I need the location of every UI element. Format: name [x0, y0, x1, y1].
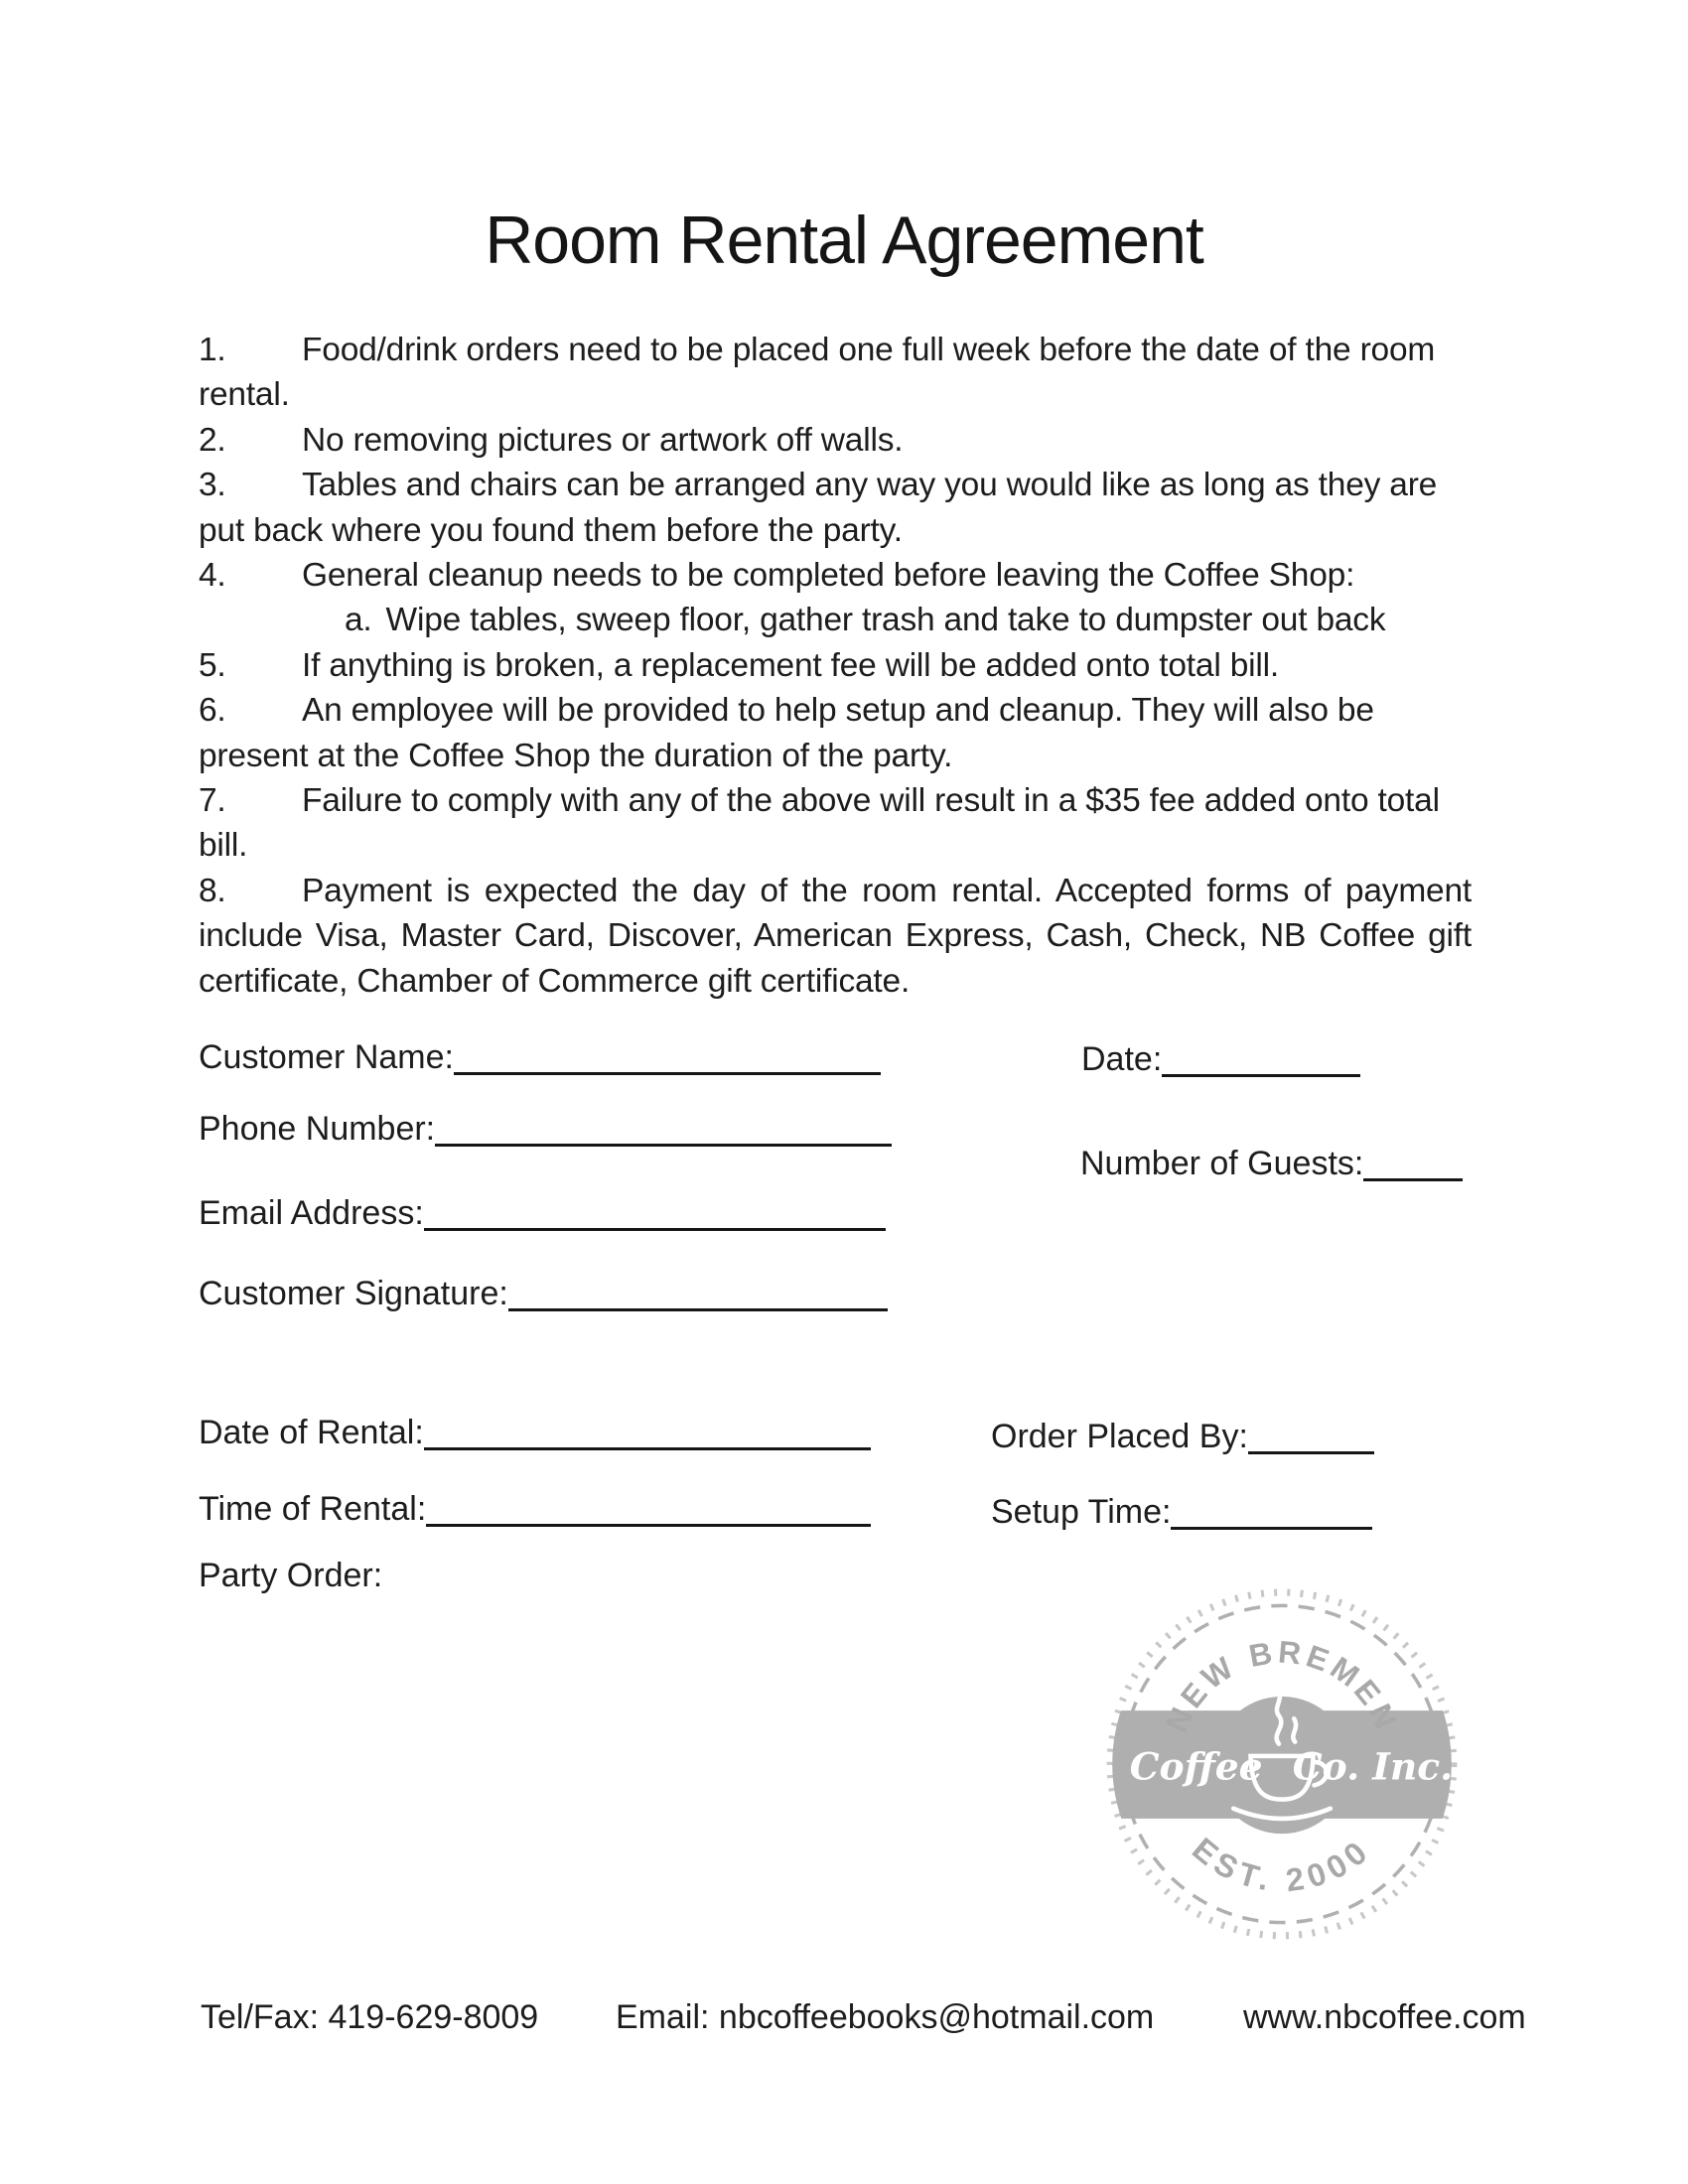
term-text: General cleanup needs to be completed before leaving the Coffee Shop: [302, 557, 1355, 595]
term-number: 4. [199, 557, 226, 595]
term-text: Failure to comply with any of the above will result in a $35 fee added onto total bill. [199, 782, 1440, 865]
field-label: Setup Time: [991, 1493, 1172, 1531]
term-number: 5. [199, 646, 226, 684]
term-text: Food/drink orders need to be placed one full week before the date of the room rental. [199, 332, 1436, 414]
phone-write-line [435, 1106, 892, 1147]
field-customer-signature [199, 1271, 888, 1314]
term-item-1 [199, 328, 1472, 418]
term-item-5 [199, 643, 1472, 688]
field-label: Party Order: [199, 1557, 383, 1594]
term-number: 8. [199, 872, 226, 909]
customer-name-write-line [454, 1034, 881, 1075]
rental-time-write-line [426, 1486, 871, 1527]
order-placed-write-line [1248, 1414, 1374, 1454]
footer-website: www.nbcoffee.com [1243, 1998, 1526, 2036]
stamp-band-left-text: Coffee [1129, 1744, 1263, 1789]
signature-write-line [508, 1271, 888, 1311]
field-label: Date of Rental: [199, 1414, 424, 1451]
stamp-band-right-text: Co. Inc. [1292, 1744, 1454, 1789]
field-label: Date: [1081, 1040, 1163, 1078]
field-order-placed-by [991, 1414, 1374, 1457]
term-number: 7. [199, 782, 226, 820]
email-write-line [424, 1190, 886, 1231]
field-label: Customer Signature: [199, 1275, 508, 1312]
term-text: Payment is expected the day of the room rental. Accepted forms of payment include Visa, Master Card, Discover, American Express, Cash, Check, NB Coffee gift certificate, Chamber of Commerce gift certificate. [199, 872, 1472, 1000]
field-setup-time [991, 1489, 1372, 1533]
term-number: 1. [199, 332, 226, 368]
field-phone-number [199, 1106, 892, 1150]
term-text: Tables and chairs can be arranged any way you would like as long as they are put back where you found them before the party. [199, 467, 1438, 549]
term-item-7 [199, 778, 1472, 869]
term-number: 2. [199, 421, 226, 459]
term-item-4 [199, 553, 1472, 598]
footer-telfax: Tel/Fax: 419-629-8009 [201, 1998, 539, 2036]
stamp-arc-top-text: NEW BREMEN [1158, 1633, 1406, 1738]
term-number: 3. [199, 467, 226, 504]
guests-write-line [1363, 1141, 1463, 1181]
term-text: No removing pictures or artwork off walls. [302, 421, 904, 459]
setup-time-write-line [1171, 1489, 1372, 1530]
term-item-2 [199, 418, 1472, 463]
term-item-6 [199, 688, 1472, 778]
term-number: 6. [199, 692, 226, 730]
page-title: Room Rental Agreement [485, 203, 1203, 278]
rental-date-write-line [424, 1410, 871, 1450]
field-number-of-guests [1080, 1141, 1463, 1184]
terms-list [199, 328, 1472, 1004]
term-item-8 [199, 869, 1472, 1004]
field-label: Email Address: [199, 1194, 424, 1232]
field-email-address [199, 1190, 886, 1234]
company-stamp-logo [1100, 1582, 1464, 1946]
field-party-order [199, 1556, 382, 1596]
term-subnumber: a. [345, 602, 372, 639]
term-item-3 [199, 463, 1472, 553]
field-time-of-rental [199, 1486, 871, 1530]
footer-email: Email: nbcoffeebooks@hotmail.com [616, 1998, 1155, 2036]
term-text: An employee will be provided to help setup and cleanup. They will also be present at the Coffee Shop the duration of the party. [199, 692, 1374, 774]
field-date [1081, 1036, 1360, 1080]
term-item-4a [345, 598, 1472, 642]
term-text: Wipe tables, sweep floor, gather trash and take to dumpster out back [385, 602, 1386, 639]
coffee-stamp-icon [1100, 1582, 1464, 1946]
field-label: Phone Number: [199, 1110, 436, 1148]
stamp-arc-bottom-text: EST. 2000 [1186, 1831, 1378, 1899]
field-label: Order Placed By: [991, 1418, 1248, 1455]
date-write-line [1162, 1036, 1360, 1077]
field-label: Number of Guests: [1080, 1145, 1364, 1182]
term-text: If anything is broken, a replacement fee will be added onto total bill. [302, 646, 1279, 684]
field-label: Customer Name: [199, 1038, 454, 1076]
field-label: Time of Rental: [199, 1490, 427, 1528]
field-customer-name [199, 1034, 881, 1078]
field-date-of-rental [199, 1410, 871, 1453]
